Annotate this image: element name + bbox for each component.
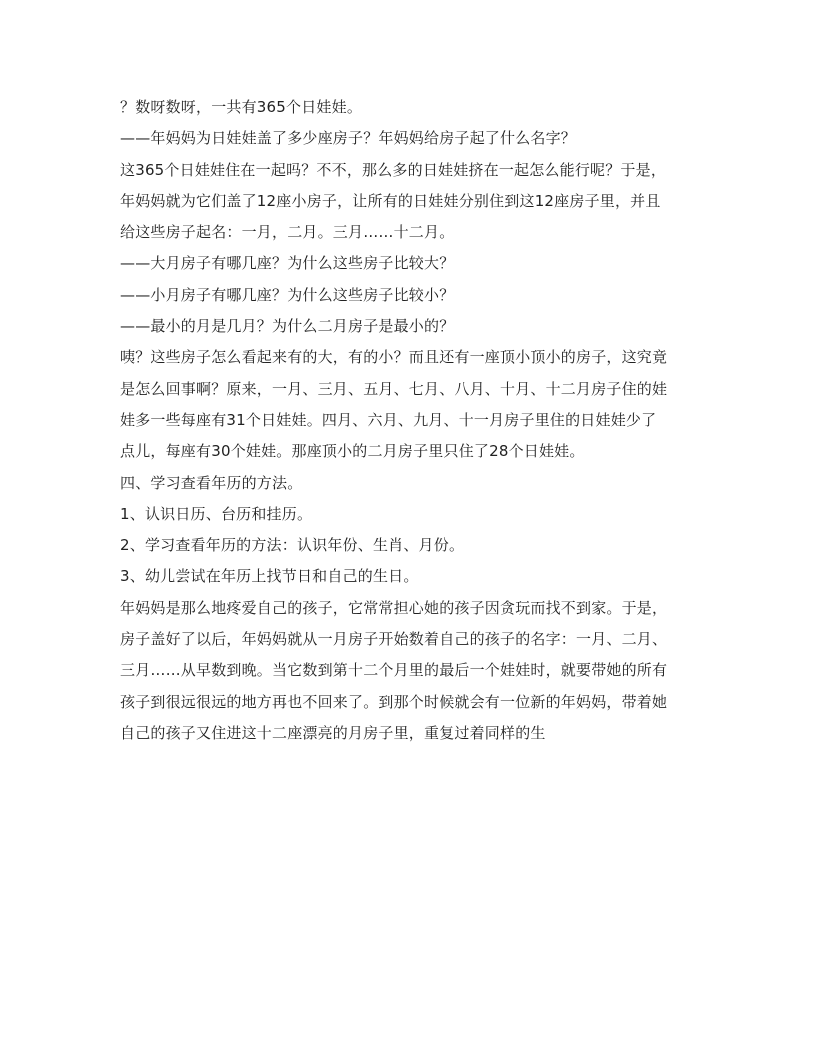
text-line: 娃多一些每座有31个日娃娃。四月、六月、九月、十一月房子里住的日娃娃少了	[120, 410, 657, 429]
document-body	[120, 92, 700, 749]
text-line: 房子盖好了以后，年妈妈就从一月房子开始数着自己的孩子的名字：一月、二月、	[120, 630, 668, 649]
section-heading: 四、学习查看年历的方法。	[120, 473, 303, 492]
list-item: 2、学习查看年历的方法：认识年份、生肖、月份。	[120, 536, 465, 555]
text-line: 是怎么回事啊？原来，一月、三月、五月、七月、八月、十月、十二月房子住的娃	[120, 379, 668, 398]
text-line: ——大月房子有哪几座？为什么这些房子比较大？	[120, 254, 455, 273]
text-line: ——小月房子有哪几座？为什么这些房子比较小？	[120, 285, 455, 304]
text-line: ——年妈妈为日娃娃盖了多少座房子？年妈妈给房子起了什么名字？	[120, 129, 577, 148]
text-line: 这365个日娃娃住在一起吗？不不，那么多的日娃娃挤在一起怎么能行呢？于是，	[120, 160, 667, 179]
text-line: ——最小的月是几月？为什么二月房子是最小的？	[120, 317, 455, 336]
text-line: 咦？这些房子怎么看起来有的大，有的小？而且还有一座顶小顶小的房子，这究竟	[120, 348, 668, 367]
text-line: 给这些房子起名：一月，二月。三月……十二月。	[120, 223, 455, 242]
text-line: 年妈妈是那么地疼爱自己的孩子，它常常担心她的孩子因贪玩而找不到家。于是，	[120, 598, 668, 617]
text-line: 年妈妈就为它们盖了12座小房子，让所有的日娃娃分别住到这12座房子里，并且	[120, 191, 661, 210]
list-item: 3、幼儿尝试在年历上找节日和自己的生日。	[120, 567, 419, 586]
list-item: 1、认识日历、台历和挂历。	[120, 504, 313, 523]
text-line: 点儿，每座有30个娃娃。那座顶小的二月房子里只住了28个日娃娃。	[120, 442, 585, 461]
text-line: 自己的孩子又住进这十二座漂亮的月房子里，重复过着同样的生	[120, 723, 546, 742]
text-line: 孩子到很远很远的地方再也不回来了。到那个时候就会有一位新的年妈妈，带着她	[120, 692, 668, 711]
text-line: 三月……从早数到晚。当它数到第十二个月里的最后一个娃娃时，就要带她的所有	[120, 661, 668, 680]
text-line: ？数呀数呀，一共有365个日娃娃。	[120, 98, 363, 116]
